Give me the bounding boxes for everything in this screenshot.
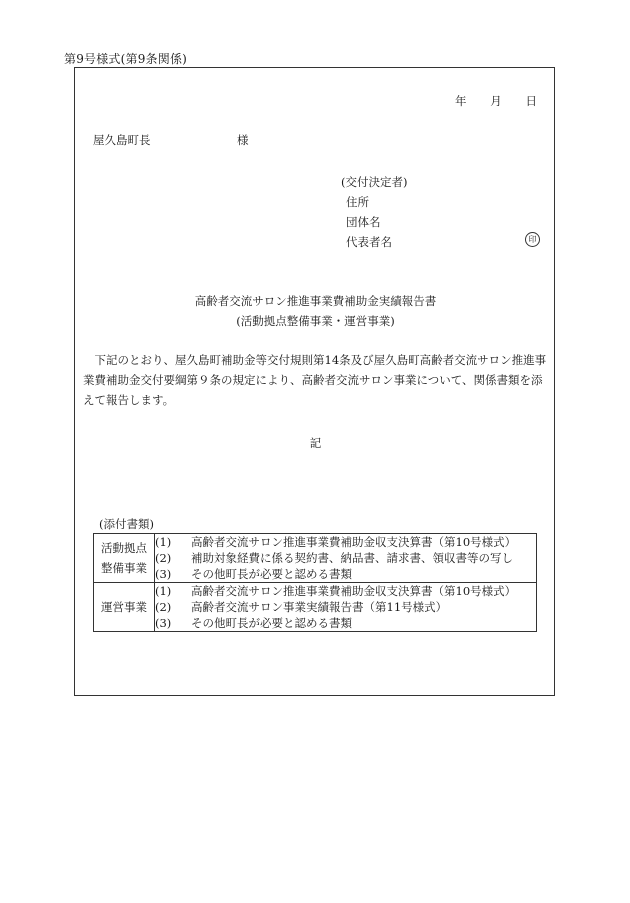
- address-label: 住所: [346, 195, 369, 209]
- report-body: [83, 350, 547, 410]
- item-number: (2): [155, 551, 172, 565]
- attachments-table: [93, 533, 537, 632]
- item-number: (3): [155, 567, 172, 581]
- item-number: (3): [155, 616, 172, 630]
- item-text: 高齢者交流サロン推進事業費補助金収支決算書（第10号様式）: [191, 535, 517, 549]
- title-main: 高齢者交流サロン推進事業費補助金実績報告書: [194, 294, 437, 308]
- list-item: [155, 534, 536, 550]
- ki-heading: 記: [309, 436, 322, 450]
- group-name-label: 団体名: [346, 215, 381, 229]
- addressee: [93, 132, 249, 148]
- list-item: [155, 615, 536, 631]
- report-body-text: 下記のとおり、屋久島町補助金等交付規則第14条及び屋久島町高齢者交流サロン推進事業費補助金交付要綱第９条の規定により、高齢者交流サロン事業について、関係書類を添えて報告します。: [83, 353, 547, 407]
- recipient-heading: (交付決定者): [341, 175, 408, 189]
- items-cell: [155, 583, 537, 632]
- item-text: 高齢者交流サロン推進事業費補助金収支決算書（第10号様式）: [191, 584, 517, 598]
- table-row: [94, 583, 537, 632]
- list-item: [155, 566, 536, 582]
- item-number: (1): [155, 584, 172, 598]
- date-year: 年: [455, 94, 467, 108]
- item-number: (2): [155, 600, 172, 614]
- list-item: [155, 583, 536, 599]
- table-row: [94, 534, 537, 583]
- item-text: 補助対象経費に係る契約書、納品書、請求書、領収書等の写し: [191, 551, 513, 565]
- item-number: (1): [155, 535, 172, 549]
- title-sub: (活動拠点整備事業・運営事業): [236, 314, 395, 328]
- list-item: [155, 550, 536, 566]
- addressee-honorific: 様: [237, 133, 249, 147]
- category-cell: 活動拠点 整備事業: [94, 534, 155, 583]
- list-item: [155, 599, 536, 615]
- recipient-block: [341, 172, 407, 252]
- addressee-name: 屋久島町長: [93, 133, 151, 147]
- seal-icon: 印: [525, 232, 540, 247]
- category-cell: 運営事業: [94, 583, 155, 632]
- date-day: 日: [525, 94, 537, 108]
- item-text: 高齢者交流サロン事業実績報告書（第11号様式）: [191, 600, 448, 614]
- attachments-label: (添付書類): [99, 517, 154, 531]
- date-month: 月: [490, 94, 502, 108]
- report-form-frame: [74, 67, 555, 696]
- representative-label: 代表者名: [346, 235, 392, 249]
- items-cell: [155, 534, 537, 583]
- item-text: その他町長が必要と認める書類: [191, 616, 352, 630]
- item-text: その他町長が必要と認める書類: [191, 567, 352, 581]
- document-title: [75, 291, 556, 331]
- form-number: 第9号様式(第9条関係): [64, 52, 188, 66]
- date-line: [455, 93, 537, 109]
